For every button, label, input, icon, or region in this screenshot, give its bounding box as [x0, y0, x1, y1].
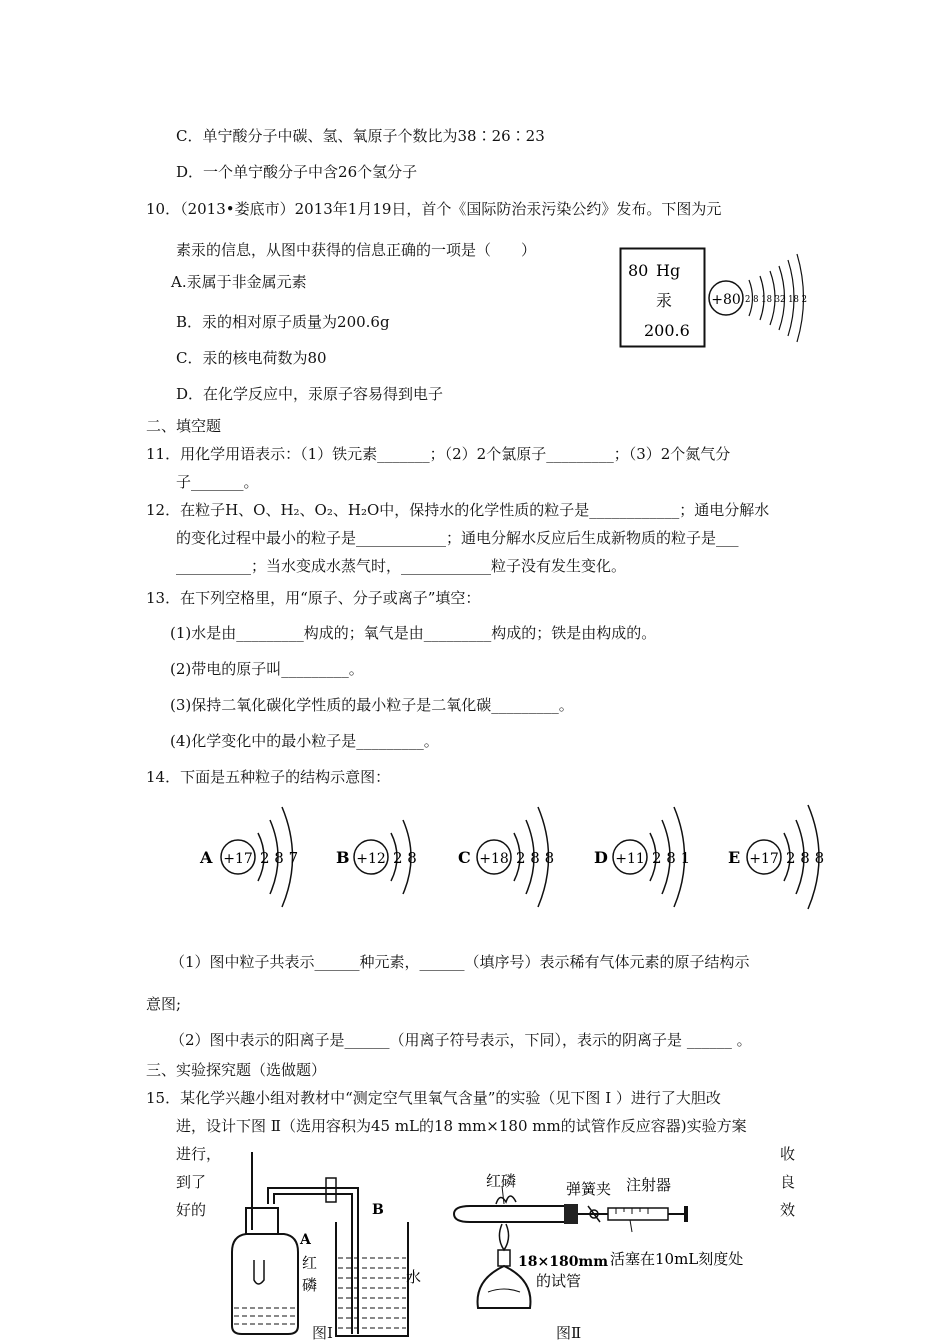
particle-c-label: C	[458, 848, 471, 867]
fig1-label-phosphorus: 磷	[302, 1276, 318, 1294]
fig1-label-b: B	[372, 1202, 384, 1218]
combustion-spoon	[254, 1260, 264, 1284]
test-tube	[454, 1206, 568, 1222]
fig1-label-water: 水	[406, 1268, 422, 1286]
q15-left-word-1: 进行，	[176, 1145, 222, 1163]
beaker-water-lines	[338, 1258, 406, 1328]
q12-line1: 12．在粒子H、O、H₂、O₂、H₂O中，保持水的化学性质的粒子是____________；通电分解水	[146, 501, 770, 519]
spring-clip	[326, 1178, 336, 1202]
piston-pointer	[630, 1220, 632, 1232]
particle-a-label: A	[200, 848, 213, 867]
q10-option-d: D．在化学反应中，汞原子容易得到电子	[176, 385, 444, 403]
element-name: 汞	[656, 291, 673, 310]
q10-stem-line2: 素汞的信息，从图中获得的信息正确的一项是（ ）	[176, 241, 537, 259]
q13-part4: (4)化学变化中的最小粒子是_________。	[170, 732, 439, 750]
element-symbol: Hg	[656, 261, 681, 280]
syringe-barrel	[608, 1208, 668, 1220]
figure-1-caption: 图Ⅰ	[312, 1324, 333, 1342]
particle-d-label: D	[594, 848, 608, 867]
hg-shell-electrons: 2 8 18 32 18 2	[745, 295, 807, 305]
particle-a-nucleus: +17	[223, 851, 253, 867]
jar-neck	[246, 1208, 278, 1234]
alcohol-lamp	[478, 1266, 531, 1308]
gas-jar	[232, 1234, 298, 1334]
jar-water-lines	[234, 1316, 296, 1324]
particle-c-shells: 2 8 8	[516, 849, 555, 867]
q9-option-d: D．一个单宁酸分子中含26个氢分子	[176, 163, 418, 181]
q13-part2: (2)带电的原子叫_________。	[170, 660, 364, 678]
mercury-element-figure	[618, 238, 814, 350]
fig2-label-syringe: 注射器	[626, 1176, 672, 1194]
q10-option-c: C．汞的核电荷数为80	[176, 349, 327, 367]
q15-right-word-3: 效	[780, 1201, 796, 1219]
q12-line3: __________；当水变成水蒸气时，____________粒子没有发生变化。	[176, 557, 627, 575]
section-fill-in-heading: 二、填空题	[146, 417, 222, 435]
flame	[499, 1224, 508, 1250]
q15-left-word-2: 到了	[176, 1173, 207, 1191]
q14-subquestion2: （2）图中表示的阳离子是______（用离子符号表示，下同），表示的阴离子是 ______ 。	[170, 1031, 752, 1049]
q10-option-a: A.汞属于非金属元素	[171, 273, 307, 291]
element-mass: 200.6	[644, 321, 690, 340]
q15-line1: 15．某化学兴趣小组对教材中“测定空气里氧气含量”的实验（见下图 Ⅰ ）进行了大胆改	[146, 1089, 721, 1107]
fig2-label-piston: 活塞在10mL刻度处	[610, 1250, 744, 1268]
q12-line2: 的变化过程中最小的粒子是____________；通电分解水反应后生成新物质的粒子是___	[176, 529, 739, 547]
q13-part1: (1)水是由_________构成的；氧气是由_________构成的；铁是由构成的。	[170, 624, 657, 642]
particle-b-label: B	[336, 848, 350, 867]
fig1-label-a: A	[300, 1232, 311, 1248]
section-experiment-heading: 三、实验探究题（选做题）	[146, 1061, 327, 1079]
figure-2-apparatus	[448, 1168, 768, 1320]
alcohol-level	[488, 1289, 520, 1292]
particle-b-shells: 2 8	[393, 849, 417, 867]
q13-stem: 13．在下列空格里，用“原子、分子或离子”填空：	[146, 589, 481, 607]
particle-d-nucleus: +11	[615, 851, 645, 867]
q10-stem-line1: 10．（2013•娄底市）2013年1月19日，首个《国际防治汞污染公约》发布。下图为元	[146, 200, 722, 218]
particle-b-nucleus: +12	[356, 851, 386, 867]
q15-left-word-3: 好的	[176, 1201, 207, 1219]
fig2-label-tube: 的试管	[536, 1272, 582, 1290]
q14-subquestion1-line2: 意图;	[146, 995, 182, 1013]
particle-structure-diagrams	[190, 795, 840, 915]
q11-line2: 子_______。	[176, 473, 259, 491]
q15-line2: 进，设计下图 Ⅱ（选用容积为45 mL的18 mm×180 mm的试管作反应容器)实验方案	[176, 1117, 747, 1135]
hg-nucleus-charge: +80	[711, 292, 741, 308]
q10-option-b: B．汞的相对原子质量为200.6g	[176, 313, 390, 331]
particle-c-nucleus: +18	[479, 851, 509, 867]
syringe-graduations	[616, 1208, 648, 1214]
q15-right-word-1: 收	[780, 1145, 796, 1163]
figure-2-caption: 图Ⅱ	[556, 1324, 582, 1342]
plunger-handle	[684, 1206, 688, 1222]
particle-e-label: E	[728, 848, 741, 867]
particle-d-shells: 2 8 1	[652, 849, 691, 867]
beaker	[336, 1222, 408, 1336]
fig2-label-red-phosphorus: 红磷	[486, 1172, 517, 1190]
rubber-stopper	[564, 1204, 578, 1224]
particle-e-nucleus: +17	[749, 851, 779, 867]
element-number: 80	[628, 261, 649, 280]
particle-a-shells: 2 8 7	[260, 849, 299, 867]
lamp-wick-holder	[498, 1250, 510, 1266]
fig1-label-red: 红	[302, 1254, 318, 1272]
q13-part3: (3)保持二氧化碳化学性质的最小粒子是二氧化碳_________。	[170, 696, 574, 714]
fig2-label-spring-clip: 弹簧夹	[566, 1180, 612, 1198]
fig2-label-tube-size: 18×180mm	[518, 1254, 609, 1270]
q9-option-c: C．单宁酸分子中碳、氢、氧原子个数比为38∶26∶23	[176, 127, 545, 145]
q15-right-word-2: 良	[780, 1173, 796, 1191]
figure-1-apparatus	[228, 1148, 424, 1344]
particle-e-shells: 2 8 8	[786, 849, 825, 867]
q11-line1: 11．用化学用语表示：（1）铁元素_______；（2）2个氯原子_________；（3）2个氮气分	[146, 445, 731, 463]
q14-subquestion1-line1: （1）图中粒子共表示______种元素，______（填序号）表示稀有气体元素的原子结构示	[170, 953, 750, 971]
red-phosphorus-sample	[496, 1196, 516, 1204]
q14-stem: 14．下面是五种粒子的结构示意图：	[146, 768, 391, 786]
